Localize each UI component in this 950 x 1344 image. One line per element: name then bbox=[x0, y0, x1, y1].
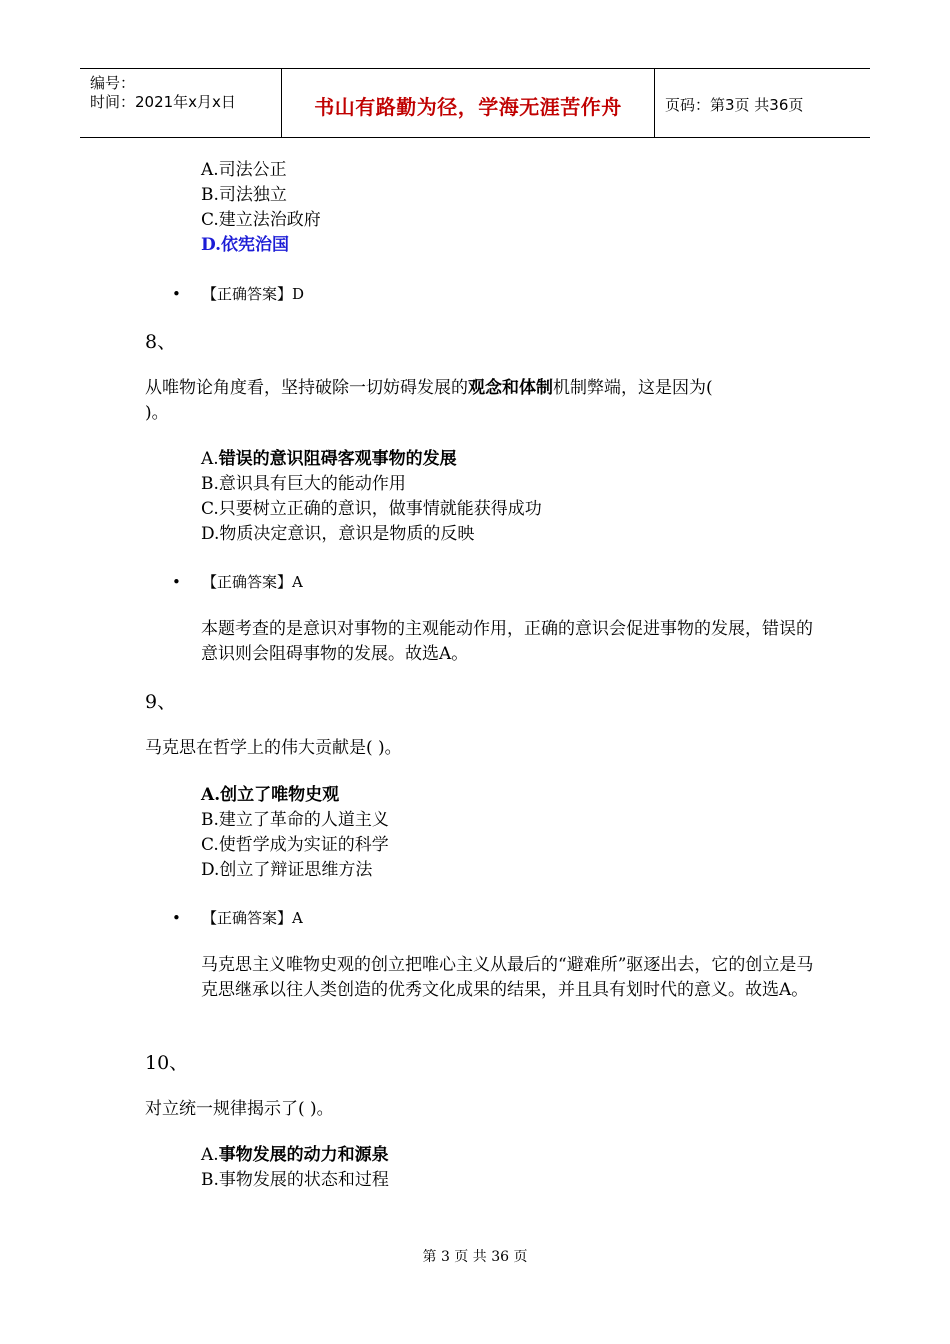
q9-answer bbox=[172, 906, 303, 931]
q9-number: 9、 bbox=[145, 691, 177, 713]
header-motto-cell bbox=[282, 69, 655, 137]
header-page-cell bbox=[655, 69, 870, 137]
q8-stem-part1: 从唯物论角度看，坚持破除一切妨碍发展的 bbox=[145, 378, 468, 398]
q8-option-a-text: 错误的意识阻碍客观事物的发展 bbox=[218, 449, 457, 469]
q7-option-a: A.司法公正 bbox=[201, 160, 287, 180]
bullet-icon: • bbox=[172, 285, 181, 303]
q10-option-a-text: 事物发展的动力和源泉 bbox=[218, 1145, 389, 1165]
q7-answer-text: 【正确答案】D bbox=[202, 285, 305, 303]
q9-option-a: A.创立了唯物史观 bbox=[201, 785, 340, 805]
q7-option-b: B.司法独立 bbox=[201, 185, 287, 205]
page-footer: 第 3 页 共 36 页 bbox=[422, 1249, 528, 1265]
q8-number: 8、 bbox=[145, 331, 177, 353]
q8-option-c: C.只要树立正确的意识，做事情就能获得成功 bbox=[201, 499, 542, 519]
q8-stem-part2: 机制弊端，这是因为( bbox=[553, 378, 713, 398]
q8-option-d: D.物质决定意识，意识是物质的反映 bbox=[201, 524, 475, 544]
q10-number: 10、 bbox=[145, 1052, 189, 1074]
q8-stem bbox=[145, 376, 713, 401]
q9-explanation: 马克思主义唯物史观的创立把唯心主义从最后的“避难所”驱逐出去，它的创立是马克思继承以往人类创造的优秀文化成果的结果，并且具有划时代的意义。故选A。 bbox=[201, 955, 814, 1000]
bullet-icon: • bbox=[172, 573, 181, 591]
q9-stem: 马克思在哲学上的伟大贡献是( )。 bbox=[145, 738, 402, 758]
q9-option-c: C.使哲学成为实证的科学 bbox=[201, 835, 389, 855]
q10-option-a bbox=[201, 1143, 389, 1168]
q10-option-b: B.事物发展的状态和过程 bbox=[201, 1170, 389, 1190]
q9-option-b: B.建立了革命的人道主义 bbox=[201, 810, 389, 830]
header-meta-cell bbox=[80, 69, 282, 137]
q8-stem-bold: 观念和体制 bbox=[468, 378, 553, 398]
document-date-label: 时间：2021年x月x日 bbox=[90, 93, 236, 111]
q8-stem-line2: )。 bbox=[145, 403, 169, 423]
q8-explanation: 本题考查的是意识对事物的主观能动作用，正确的意识会促进事物的发展，错误的意识则会阻碍事物的发展。故选A。 bbox=[201, 619, 813, 664]
q8-option-a bbox=[201, 447, 457, 472]
q7-option-d: D.依宪治国 bbox=[201, 235, 290, 255]
document-code-label: 编号： bbox=[90, 74, 136, 92]
q10-stem: 对立统一规律揭示了( )。 bbox=[145, 1099, 334, 1119]
q8-answer-text: 【正确答案】A bbox=[202, 573, 303, 591]
bullet-icon: • bbox=[172, 909, 181, 927]
q8-answer bbox=[172, 570, 303, 595]
q9-answer-text: 【正确答案】A bbox=[202, 909, 303, 927]
header-motto: 书山有路勤为径，学海无涯苦作舟 bbox=[314, 95, 622, 119]
page-header bbox=[80, 68, 870, 138]
q9-option-d: D.创立了辩证思维方法 bbox=[201, 860, 373, 880]
q7-option-c: C.建立法治政府 bbox=[201, 210, 321, 230]
q8-option-a-prefix: A. bbox=[201, 449, 219, 469]
q10-option-a-prefix: A. bbox=[201, 1145, 219, 1165]
q8-option-b: B.意识具有巨大的能动作用 bbox=[201, 474, 406, 494]
header-page-number: 页码：第3页 共36页 bbox=[665, 96, 804, 114]
q7-answer bbox=[172, 282, 304, 307]
